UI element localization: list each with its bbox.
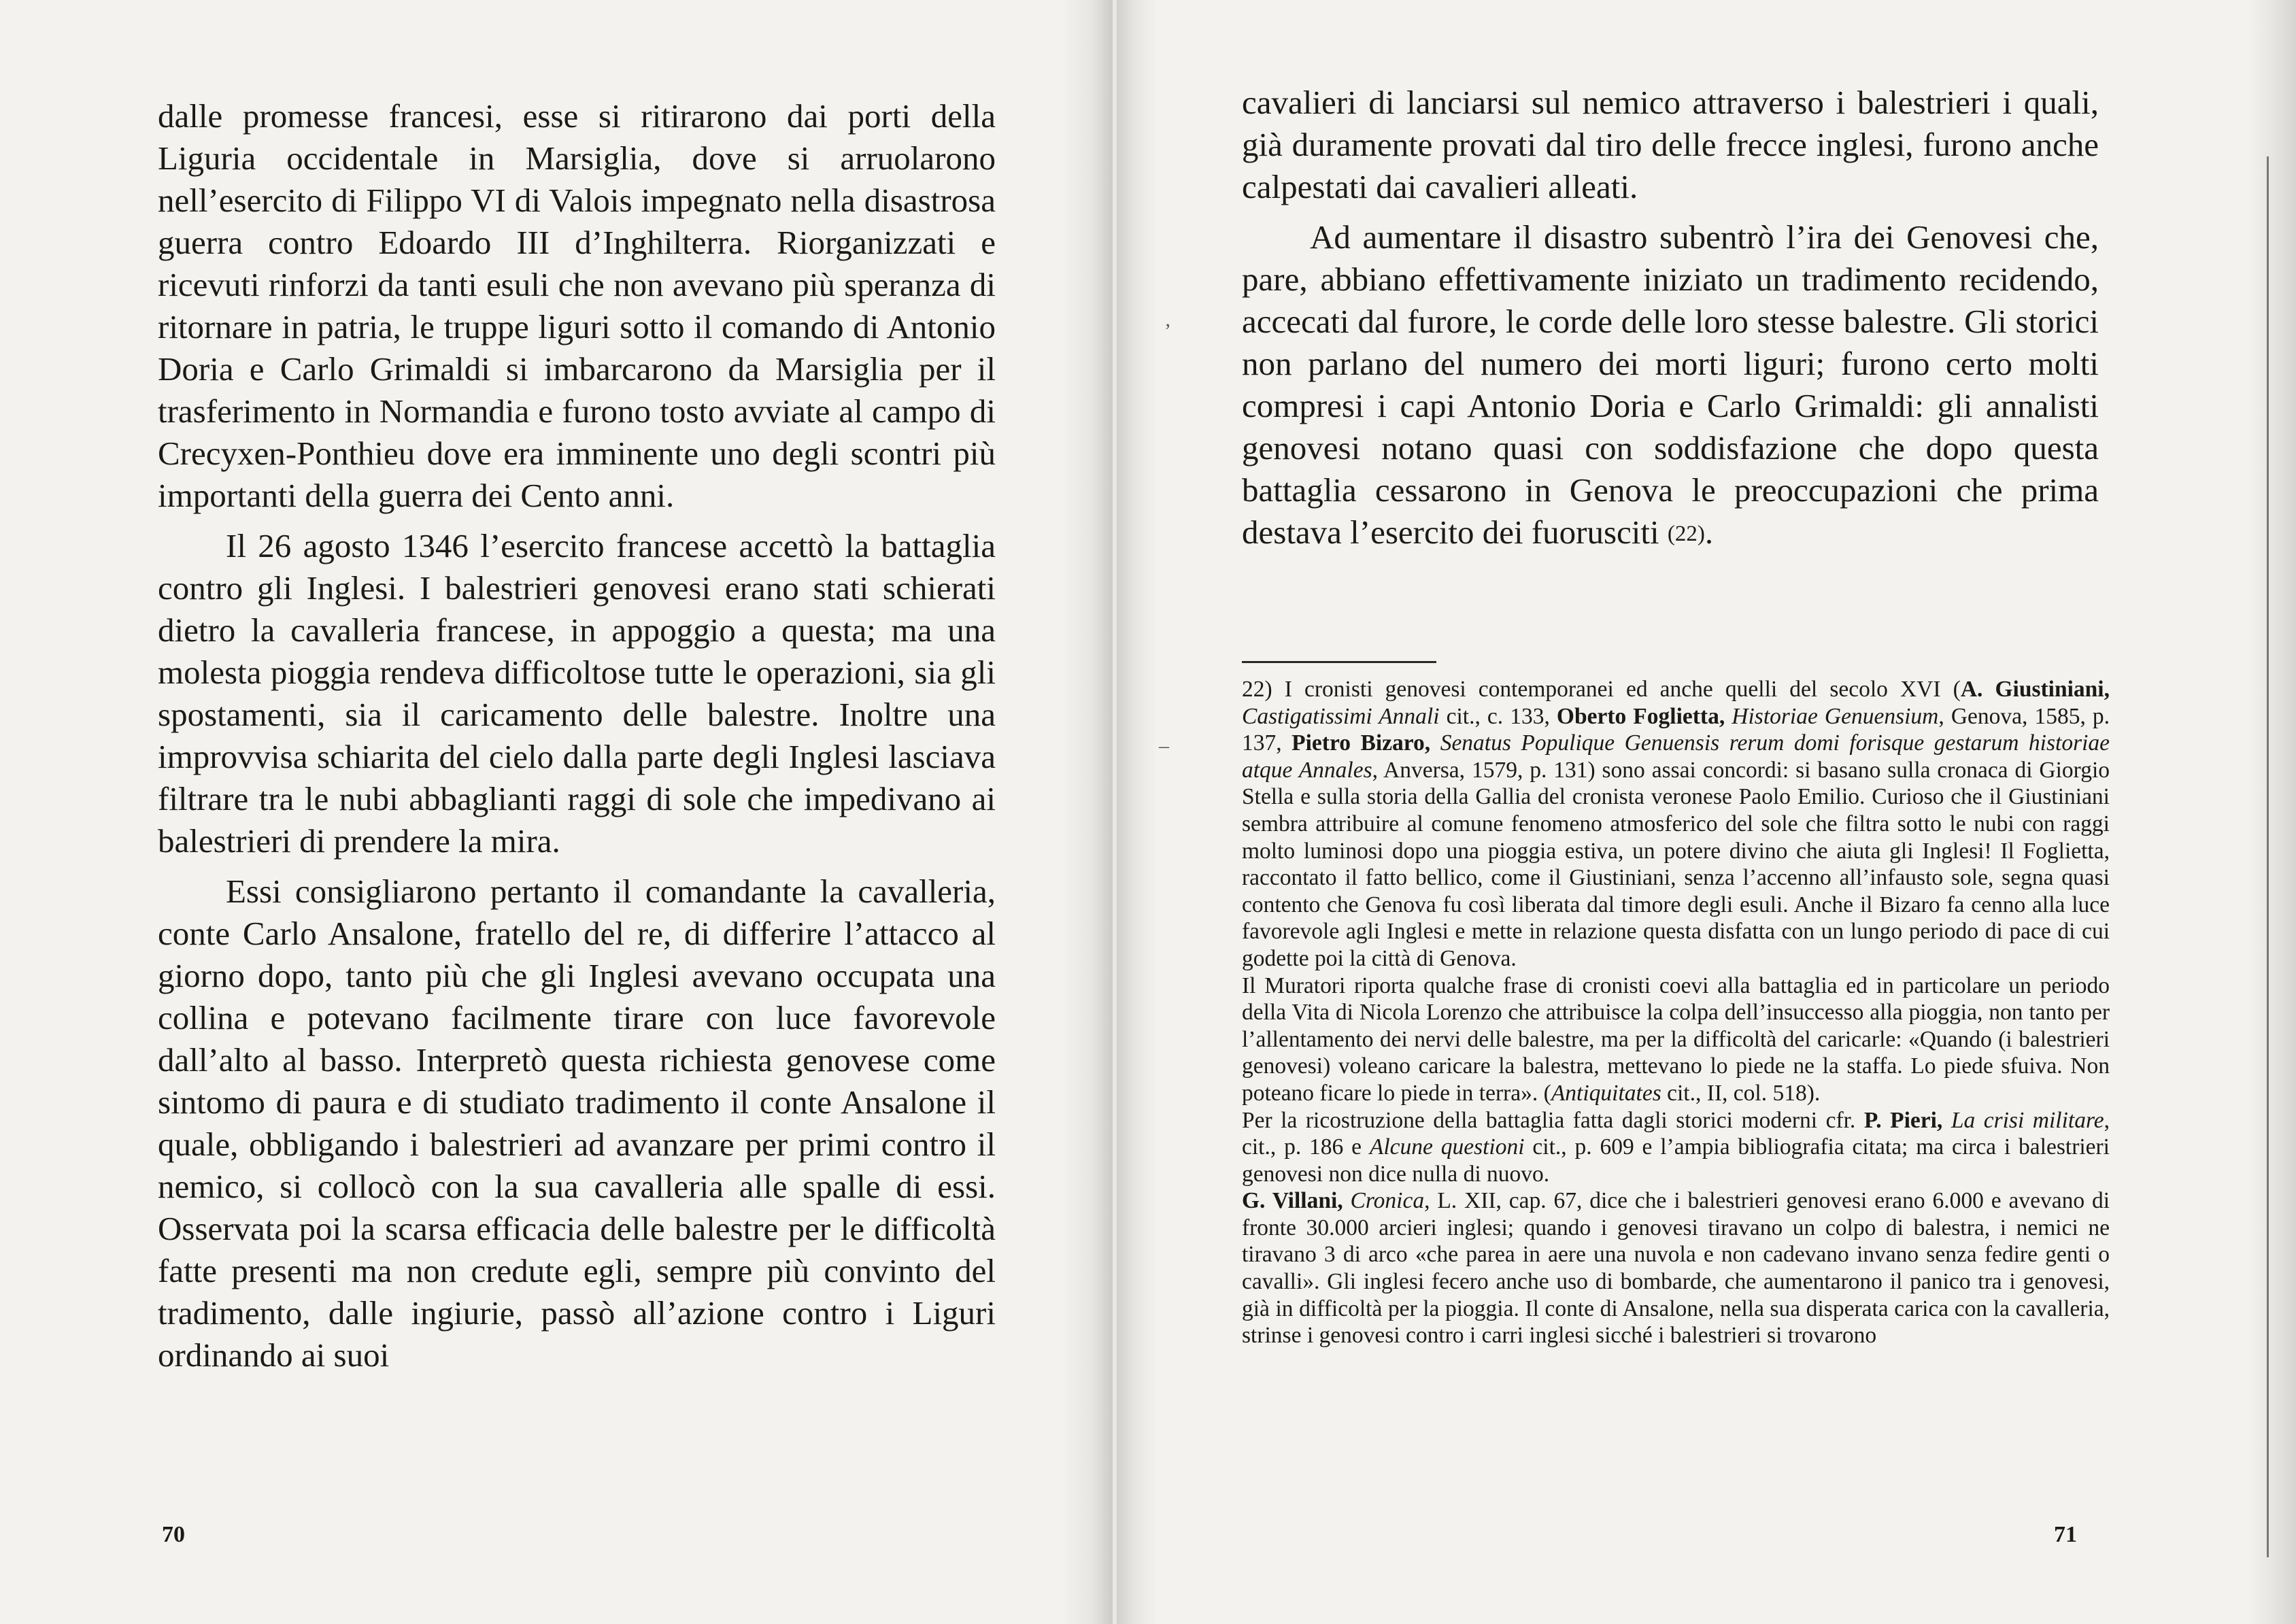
right-page xyxy=(1117,0,2296,1624)
footnote-text: 22) I cronisti genovesi contemporanei ed anche quelli del secolo XVI ( xyxy=(1242,677,1961,702)
page-number: 71 xyxy=(2054,1522,2077,1547)
paragraph: Il 26 agosto 1346 l’esercito francese accettò la battaglia contro gli Inglesi. I balestrieri genovesi erano stati schierati dietro la cavalleria francese, in appoggio a questa; ma una molesta pioggia rendeva difficoltose tutte le operazioni, sia gli spostamenti, sia il caricamento delle balestre. Inoltre una improvvisa schiarita del cielo dalla parte degli Inglesi lasciava filtrare tra le nubi abbaglianti raggi di sole che impedivano ai balestrieri di prendere la mira. xyxy=(158,527,996,860)
gutter-shadow xyxy=(1117,0,1158,1624)
margin-mark-icon: – xyxy=(1159,734,1169,757)
left-page-body xyxy=(158,95,996,1385)
footnote-text: , cit., p. 186 e xyxy=(1242,1107,2110,1160)
margin-mark-icon: ’ xyxy=(1164,320,1171,342)
footnote-paragraph xyxy=(1242,676,2110,972)
footnote-title: Castigatissimi Annali xyxy=(1242,703,1440,729)
period: . xyxy=(1704,513,1714,551)
paragraph: Essi consigliarono pertanto il comandante la cavalleria, conte Carlo Ansalone, fratello del re, di differire l’attacco al giorno dopo, tanto più che gli Inglesi avevano occupata una collina e potevano facilmente tirare con luce favorevole dall’alto al basso. Interpretò questa richiesta genovese come sintomo di paura e di studiato tradimento il conte Ansalone il quale, obbligando i balestrieri ad avanzare per primi contro il nemico, si collocò con la sua cavalleria alle spalle di essi. Osservata poi la scarsa efficacia delle balestre per le difficoltà fatte presenti ma non credute egli, sempre più convinto del tradimento, dalle ingiurie, passò all’azione contro i Liguri ordinando ai suoi xyxy=(158,873,996,1374)
footnote-title: Cronica xyxy=(1350,1188,1425,1214)
footnote-text: cit., II, col. 518). xyxy=(1661,1080,1821,1106)
footnote-author: G. Villani, xyxy=(1242,1188,1343,1214)
page-edge-line xyxy=(2267,156,2269,1557)
footnote-author: A. Giustiniani, xyxy=(1960,677,2110,702)
page-edge-shadow xyxy=(2248,0,2296,1624)
footnote-title: Antiquitates xyxy=(1551,1080,1661,1106)
right-page-body xyxy=(1242,82,2099,563)
paragraph xyxy=(1242,216,2099,555)
footnote-title: Historiae Genuensium xyxy=(1732,703,1939,729)
footnote-title: Alcune questioni xyxy=(1369,1134,1525,1160)
footnote-text: cit., c. 133, xyxy=(1439,703,1557,729)
gutter-shadow xyxy=(1061,0,1113,1624)
footnote-author: P. Pieri, xyxy=(1863,1107,1943,1133)
footnote-paragraph xyxy=(1242,1107,2110,1188)
footnote-author: Pietro Bizaro, xyxy=(1292,730,1431,756)
footnotes xyxy=(1242,676,2110,1349)
footnote-rule xyxy=(1242,661,1436,663)
left-page xyxy=(0,0,1113,1624)
paragraph-text: Ad aumentare il disastro subentrò l’ira dei Genovesi che, pare, abbiano effettivamente iniziato un tradimento recidendo, accecati dal furore, le corde delle loro stesse balestre. Gli storici non parlano del numero dei morti liguri; furono certo molti compresi i capi Antonio Doria e Carlo Grimaldi: gli annalisti genovesi notano quasi con soddisfazione che dopo questa battaglia cessarono in Genova le preoccupazioni che prima destava l’esercito dei fuorusciti xyxy=(1242,218,2099,551)
footnote-text: Per la ricostruzione della battaglia fatta dagli storici moderni cfr. xyxy=(1242,1107,1864,1133)
footnote-paragraph xyxy=(1242,1187,2110,1349)
footnote-text: , L. XII, cap. 67, dice che i balestrieri genovesi erano 6.000 e avevano di fronte 30.000 arcieri inglesi; quando i genovesi tiravano un colpo di balestra, i nemici ne tiravano 3 di arco «che parea in aere una nuvola e non cadevano invano senza fedire genti o cavalli». Gli inglesi fecero anche uso di bombarde, che aumentarono il panico tra i genovesi, già in difficoltà per la pioggia. Il conte di Ansalone, nella sua disperata carica con la cavalleria, strinse i genovesi contro i carri inglesi sicché i balestrieri si trovarono xyxy=(1242,1188,2110,1349)
footnote-author: Oberto Foglietta, xyxy=(1556,703,1725,729)
footnote-text: , Anversa, 1579, p. 131) sono assai concordi: si basano sulla cronaca di Giorgio Stella e sulla storia della Gallia del cronista veronese Paolo Emilio. Curioso che il Giustiniani sembra attribuire al comune fenomeno atmosferico del sole che filtra sotto le nubi con raggi molto luminosi dopo una pioggia estiva, un potere divino che aiuta gli Inglesi! Il Foglietta, raccontato il fatto bellico, come il Giustiniani, senza l’accenno all’infausto sole, segna quasi contento che Genova fu così liberata dal timore degli esuli. Anche il Bizaro fa cenno alla luce favorevole agli Inglesi e mette in relazione questa disfatta con un lungo periodo di pace di cui godette poi la città di Genova. xyxy=(1242,757,2110,971)
footnote-title: La crisi militare xyxy=(1951,1107,2104,1133)
footnote-title: Senatus Populique Genuensis rerum domi forisque gestarum historiae atque Annales xyxy=(1242,730,2110,783)
footnote-paragraph xyxy=(1242,972,2110,1107)
page-number: 70 xyxy=(162,1522,185,1547)
footnote-reference[interactable]: (22) xyxy=(1667,522,1705,546)
footnote-text: Il Muratori riporta qualche frase di cronisti coevi alla battaglia ed in particolare un periodo della Vita di Nicola Lorenzo che attribuisce la colpa dell’insuccesso alla pioggia, non tanto per l’allentamento dei nervi delle balestre, ma per la difficoltà del caricarle: «Quando (i balestrieri genovesi) voleano caricare la balestra, mettevano lo piede ne la staffa. Lo piede sfuiva. Non poteano ficare lo piede in terra». ( xyxy=(1242,972,2110,1106)
paragraph: dalle promesse francesi, esse si ritirarono dai porti della Liguria occidentale in Marsiglia, dove si arruolarono nell’esercito di Filippo VI di Valois impegnato nella disastrosa guerra contro Edoardo III d’Inghilterra. Riorganizzati e ricevuti rinforzi da tanti esuli che non avevano più speranza di ritornare in patria, le truppe liguri sotto il comando di Antonio Doria e Carlo Grimaldi si imbarcarono da Marsiglia per il trasferimento in Normandia e furono tosto avviate al campo di Crecyxen-Ponthieu dove era imminente uno degli scontri più importanti della guerra dei Cento anni. xyxy=(158,97,996,514)
paragraph: cavalieri di lanciarsi sul nemico attraverso i balestrieri i quali, già duramente provati dal tiro delle frecce inglesi, furono anche calpestati dai cavalieri alleati. xyxy=(1242,84,2099,205)
footnote-text: , Genova, 1585, p. 137, xyxy=(1242,703,2110,756)
footnote-text: cit., p. 609 e l’ampia bibliografia citata; ma circa i balestrieri genovesi non dice nulla di nuovo. xyxy=(1242,1134,2110,1187)
